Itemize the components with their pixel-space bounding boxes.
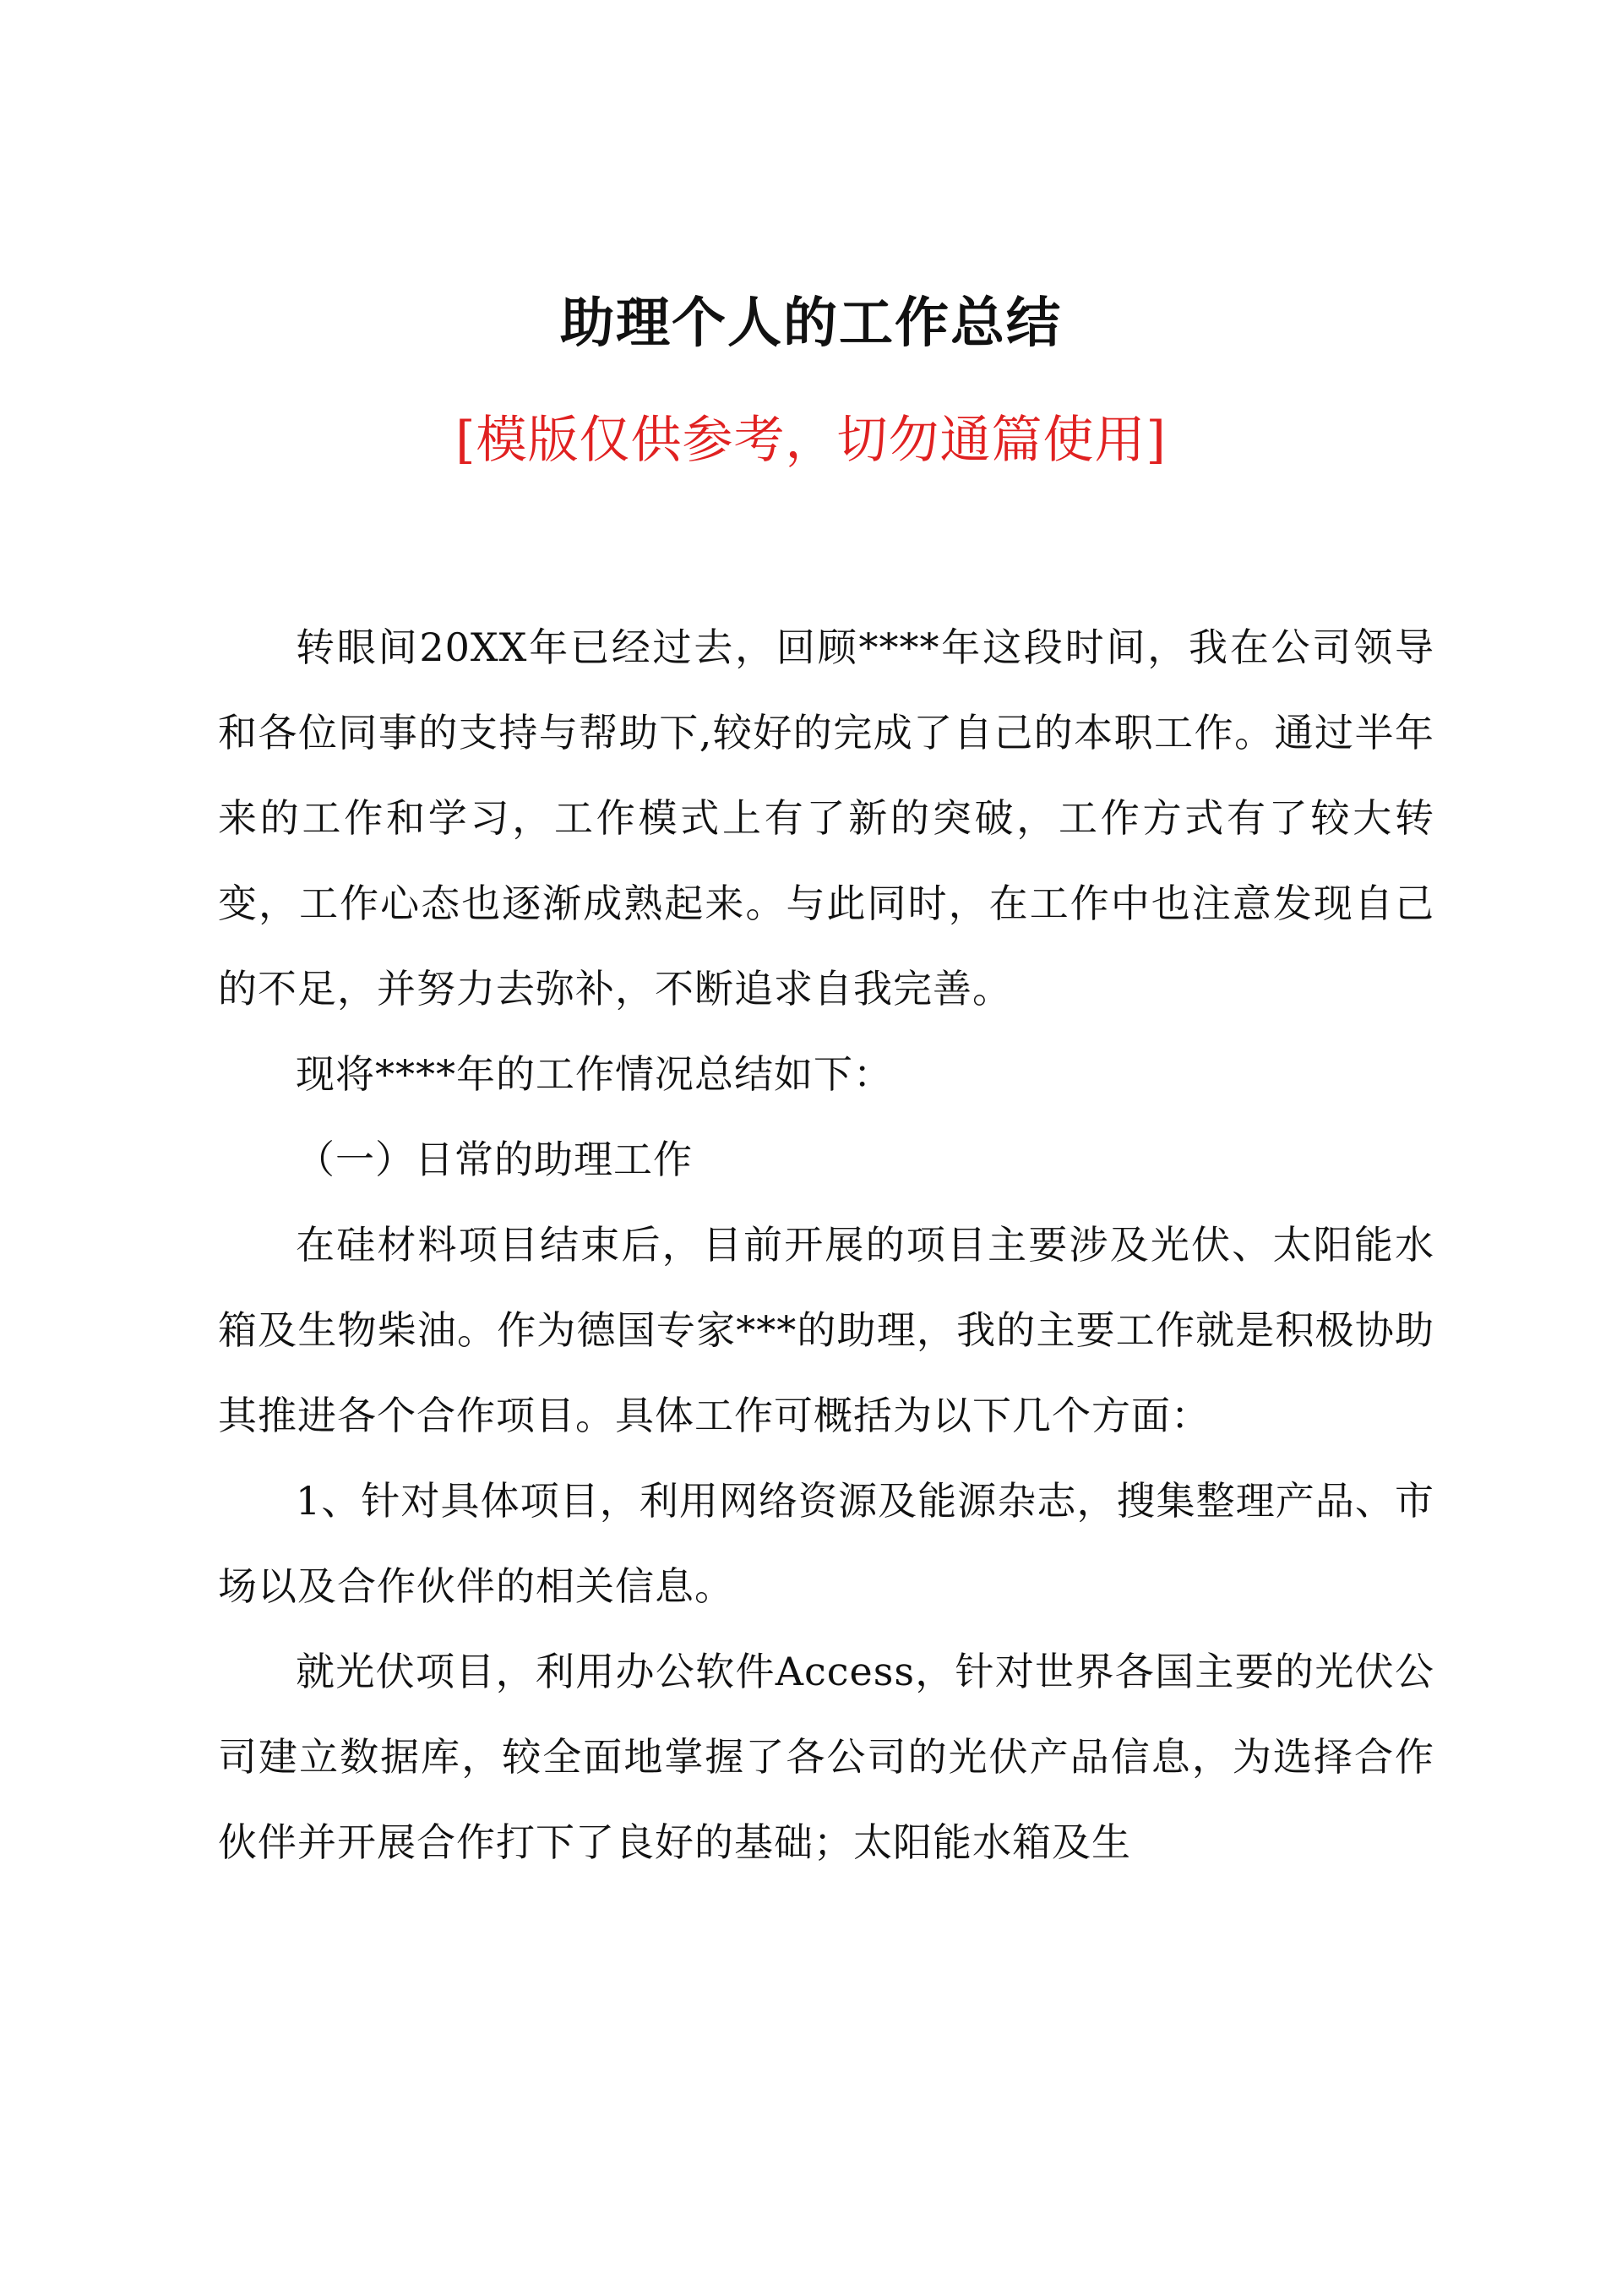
paragraph-projects: 在硅材料项目结束后，目前开展的项目主要涉及光伏、太阳能水箱及生物柴油。作为德国专家***的助理，我的主要工作就是积极协助其推进各个合作项目。具体工作可概括为以下几个方面： [218, 1222, 1434, 1438]
paragraph-intro: 转眼间20XX年已经过去，回顾****年这段时间，我在公司领导和各位同事的支持与帮助下,较好的完成了自己的本职工作。通过半年来的工作和学习，工作模式上有了新的突破，工作方式有了较大转变，工作心态也逐渐成熟起来。与此同时，在工作中也注意发现自己的不足，并努力去弥补，不断追求自我完善。 [218, 624, 1434, 1012]
template-disclaimer: [模版仅供参考，切勿通篇使用] [455, 411, 1167, 470]
paragraph-item-1: 1、针对具体项目，利用网络资源及能源杂志，搜集整理产品、市场以及合作伙伴的相关信息。 [218, 1478, 1434, 1609]
paragraph-photovoltaic: 就光伏项目，利用办公软件Access，针对世界各国主要的光伏公司建立数据库，较全面地掌握了各公司的光伏产品信息，为选择合作伙伴并开展合作打下了良好的基础；太阳能水箱及生 [218, 1649, 1434, 1865]
paragraph-summary-lead: 现将****年的工作情况总结如下： [296, 1051, 893, 1097]
document-body [218, 605, 1434, 1885]
document-title: 助理个人的工作总结 [560, 292, 1062, 355]
section-heading-daily-work: （一）日常的助理工作 [296, 1137, 693, 1182]
